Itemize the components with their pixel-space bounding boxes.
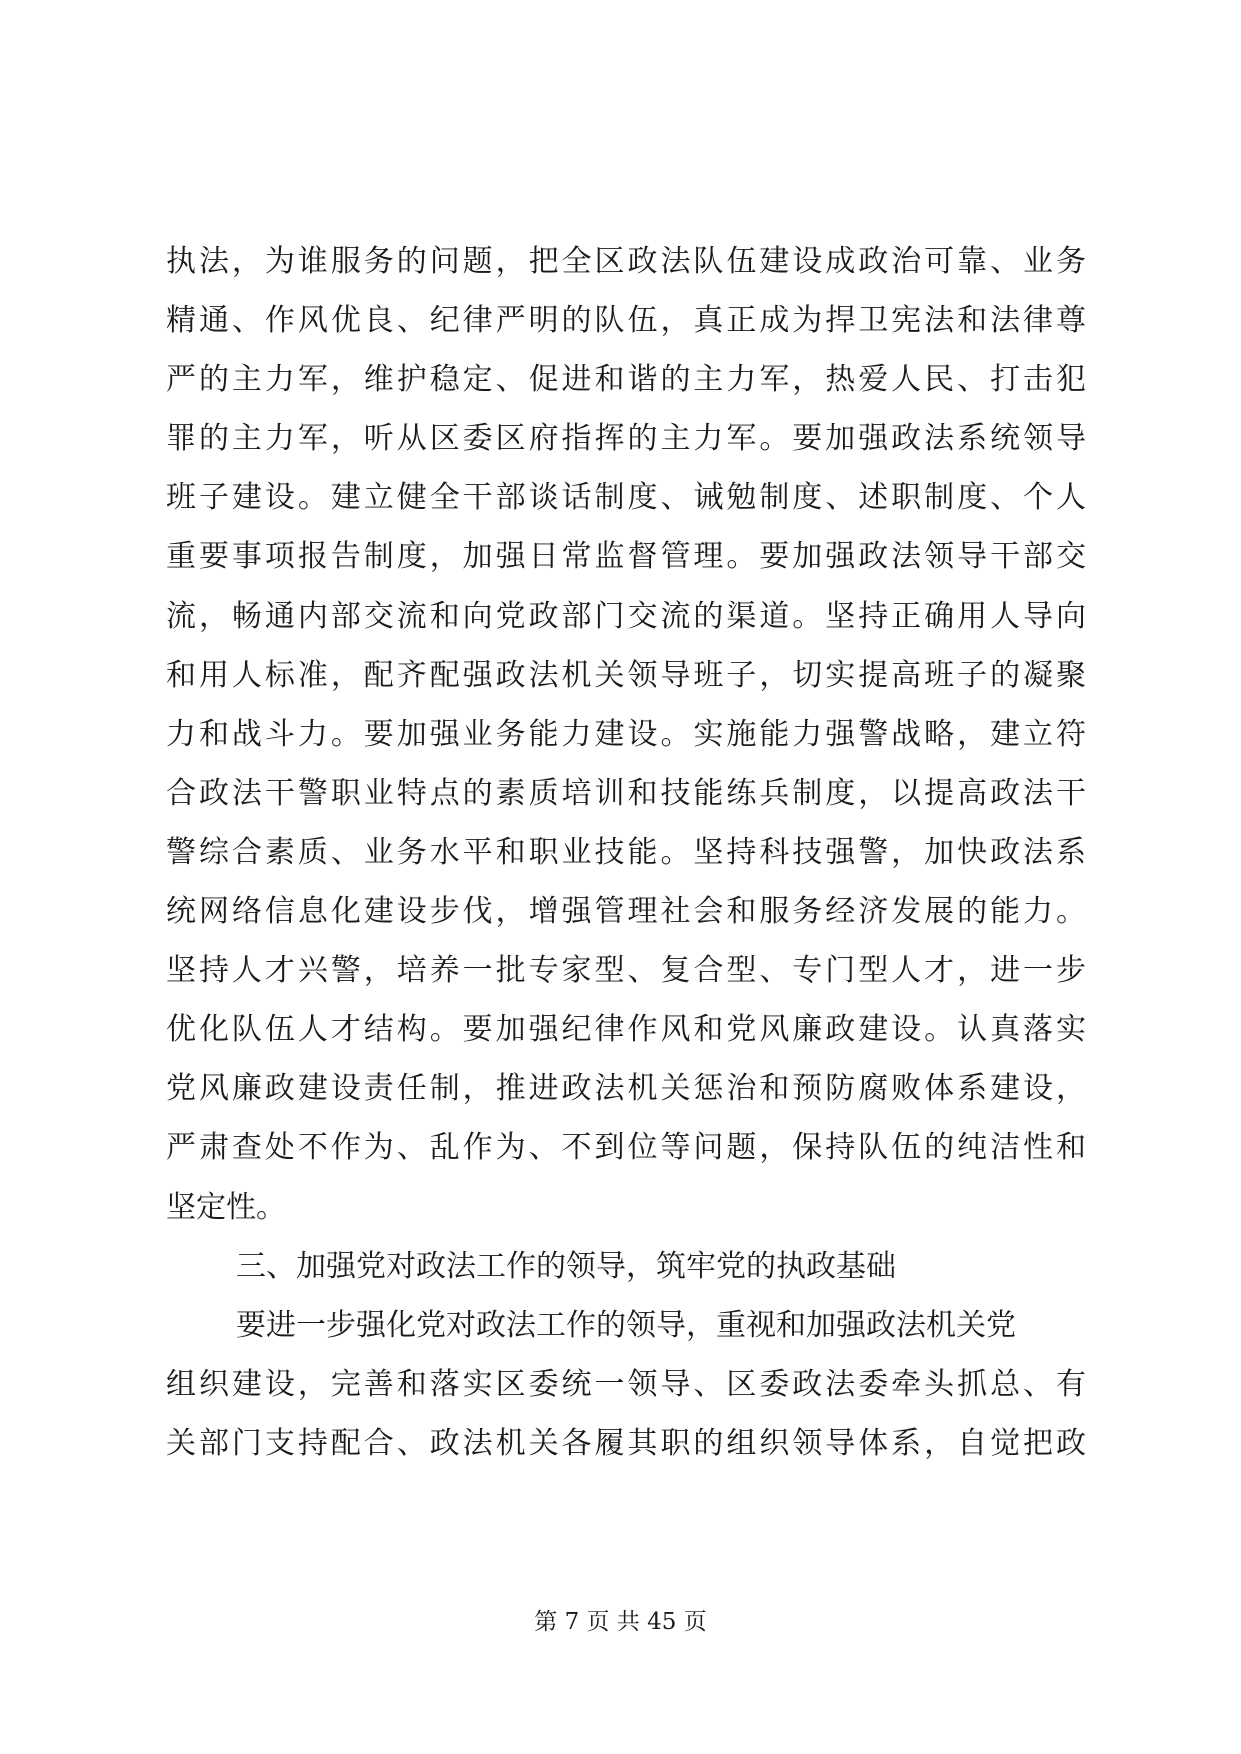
text-line: 严肃查处不作为、乱作为、不到位等问题，保持队伍的纯洁性和 bbox=[166, 1130, 1086, 1166]
text-line: 党风廉政建设责任制，推进政法机关惩治和预防腐败体系建设， bbox=[166, 1071, 1086, 1107]
text-line: 班子建设。建立健全干部谈话制度、诫勉制度、述职制度、个人 bbox=[166, 480, 1086, 516]
text-line: 严的主力军，维护稳定、促进和谐的主力军，热爱人民、打击犯 bbox=[166, 362, 1086, 398]
text-line: 罪的主力军，听从区委区府指挥的主力军。要加强政法系统领导 bbox=[166, 421, 1086, 457]
text-line: 优化队伍人才结构。要加强纪律作风和党风廉政建设。认真落实 bbox=[166, 1012, 1086, 1048]
text-line: 精通、作风优良、纪律严明的队伍，真正成为捍卫宪法和法律尊 bbox=[166, 303, 1086, 339]
text-line: 要进一步强化党对政法工作的领导，重视和加强政法机关党 bbox=[236, 1307, 1016, 1343]
section-heading: 三、加强党对政法工作的领导，筑牢党的执政基础 bbox=[236, 1248, 896, 1284]
text-line: 流，畅通内部交流和向党政部门交流的渠道。坚持正确用人导向 bbox=[166, 598, 1086, 634]
text-line: 组织建设，完善和落实区委统一领导、区委政法委牵头抓总、有 bbox=[166, 1366, 1086, 1402]
text-line: 合政法干警职业特点的素质培训和技能练兵制度，以提高政法干 bbox=[166, 775, 1086, 811]
text-line: 执法，为谁服务的问题，把全区政法队伍建设成政治可靠、业务 bbox=[166, 244, 1086, 279]
text-line: 和用人标准，配齐配强政法机关领导班子，切实提高班子的凝聚 bbox=[166, 657, 1086, 693]
text-line: 坚持人才兴警，培养一批专家型、复合型、专门型人才，进一步 bbox=[166, 953, 1086, 989]
document-body bbox=[166, 232, 1086, 1473]
text-line: 坚定性。 bbox=[166, 1189, 286, 1225]
text-line: 力和战斗力。要加强业务能力建设。实施能力强警战略，建立符 bbox=[166, 716, 1086, 752]
text-line: 统网络信息化建设步伐，增强管理社会和服务经济发展的能力。 bbox=[166, 894, 1086, 930]
text-line: 重要事项报告制度，加强日常监督管理。要加强政法领导干部交 bbox=[166, 539, 1086, 575]
page-footer: 第 7 页 共 45 页 bbox=[534, 1609, 707, 1635]
text-line: 警综合素质、业务水平和职业技能。坚持科技强警，加快政法系 bbox=[166, 834, 1086, 870]
text-line: 关部门支持配合、政法机关各履其职的组织领导体系，自觉把政 bbox=[166, 1425, 1086, 1461]
